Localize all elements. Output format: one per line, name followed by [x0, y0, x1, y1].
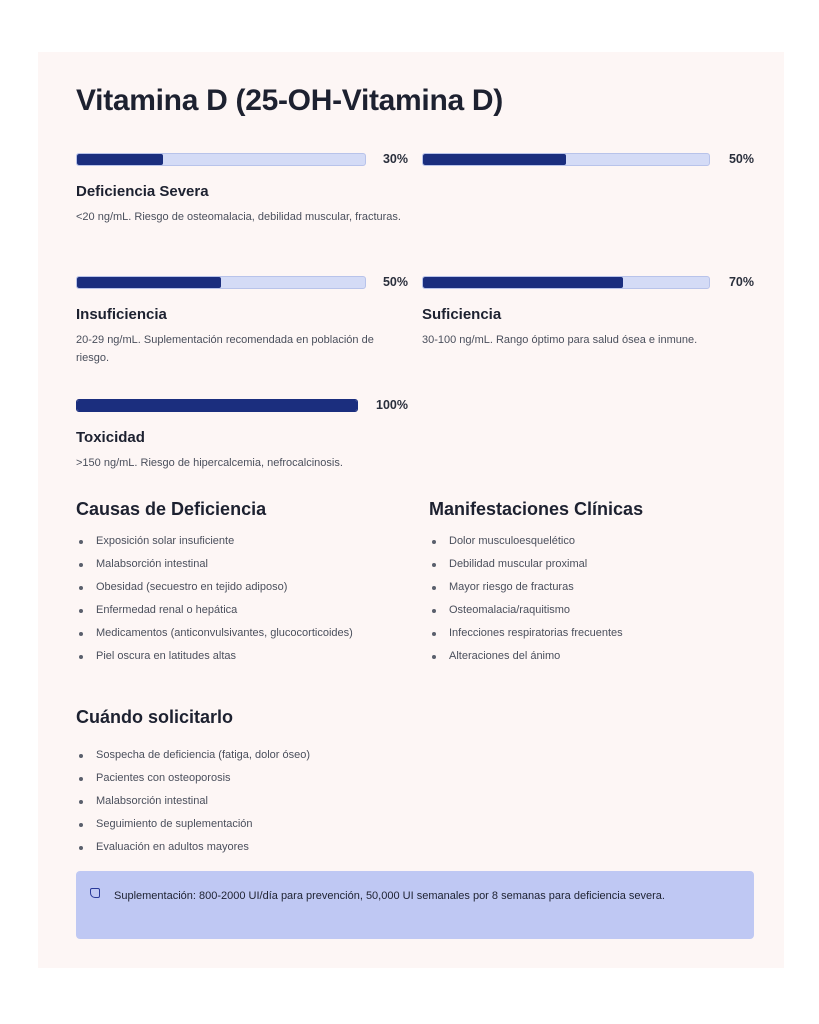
- note-icon: [90, 888, 100, 898]
- range-title: Suficiencia: [422, 306, 502, 323]
- progress-track: [76, 276, 366, 289]
- list-item: Medicamentos (anticonvulsivantes, glucocorticoides): [76, 624, 366, 642]
- when-heading: Cuándo solicitarlo: [76, 707, 234, 727]
- when-list: [76, 746, 396, 861]
- list-item: Malabsorción intestinal: [76, 555, 366, 573]
- range-title: Deficiencia Severa: [76, 183, 209, 200]
- range-description: <20 ng/mL. Riesgo de osteomalacia, debilidad muscular, fracturas.: [76, 211, 401, 223]
- range-deficiencia-severa: [76, 152, 408, 226]
- page-title: Vitamina D (25-OH-Vitamina D): [76, 84, 503, 117]
- list-item: Sospecha de deficiencia (fatiga, dolor óseo): [76, 746, 396, 764]
- list-item: Alteraciones del ánimo: [429, 647, 729, 665]
- list-item: Infecciones respiratorias frecuentes: [429, 624, 729, 642]
- progress-fill: [77, 154, 163, 165]
- vitamin-d-card: [38, 52, 784, 968]
- list-item: Mayor riesgo de fracturas: [429, 578, 729, 596]
- progress-fill: [77, 400, 357, 411]
- progress-track: [76, 153, 366, 166]
- list-item: Debilidad muscular proximal: [429, 555, 729, 573]
- progress-fill: [77, 277, 221, 288]
- progress-fill: [423, 277, 623, 288]
- list-item: Evaluación en adultos mayores: [76, 838, 396, 856]
- causes-list: [76, 532, 366, 670]
- percent-label: 100%: [376, 398, 408, 412]
- range-title: Insuficiencia: [76, 306, 167, 323]
- causes-heading: Causas de Deficiencia: [76, 499, 267, 519]
- range-suficiencia: [422, 275, 754, 349]
- percent-label: 50%: [382, 275, 408, 289]
- note-text: Suplementación: 800-2000 UI/día para prevención, 50,000 UI semanales por 8 semanas para deficiencia severa.: [114, 890, 665, 902]
- progress-fill: [423, 154, 566, 165]
- progress-track: [422, 276, 710, 289]
- list-item: Osteomalacia/raquitismo: [429, 601, 729, 619]
- list-item: Obesidad (secuestro en tejido adiposo): [76, 578, 366, 596]
- manifestations-heading: Manifestaciones Clínicas: [429, 499, 644, 519]
- supplementation-note: [76, 871, 754, 939]
- range-description: 20-29 ng/mL. Suplementación recomendada en población de riesgo.: [76, 334, 374, 364]
- list-item: Seguimiento de suplementación: [76, 815, 396, 833]
- range-title: Toxicidad: [76, 429, 145, 446]
- list-item: Pacientes con osteoporosis: [76, 769, 396, 787]
- progress-track: [76, 399, 358, 412]
- range-description: 30-100 ng/mL. Rango óptimo para salud ósea e inmune.: [422, 334, 698, 346]
- list-item: Malabsorción intestinal: [76, 792, 396, 810]
- percent-label: 70%: [728, 275, 754, 289]
- range-insuficiencia: [76, 275, 408, 367]
- progress-track: [422, 153, 710, 166]
- percent-label: 50%: [728, 152, 754, 166]
- percent-label: 30%: [382, 152, 408, 166]
- range-description: >150 ng/mL. Riesgo de hipercalcemia, nefrocalcinosis.: [76, 457, 343, 469]
- range-unlabeled: [422, 152, 754, 166]
- list-item: Piel oscura en latitudes altas: [76, 647, 366, 665]
- manifestations-list: [429, 532, 729, 670]
- list-item: Enfermedad renal o hepática: [76, 601, 366, 619]
- list-item: Dolor musculoesquelético: [429, 532, 729, 550]
- list-item: Exposición solar insuficiente: [76, 532, 366, 550]
- range-toxicidad: [76, 398, 408, 472]
